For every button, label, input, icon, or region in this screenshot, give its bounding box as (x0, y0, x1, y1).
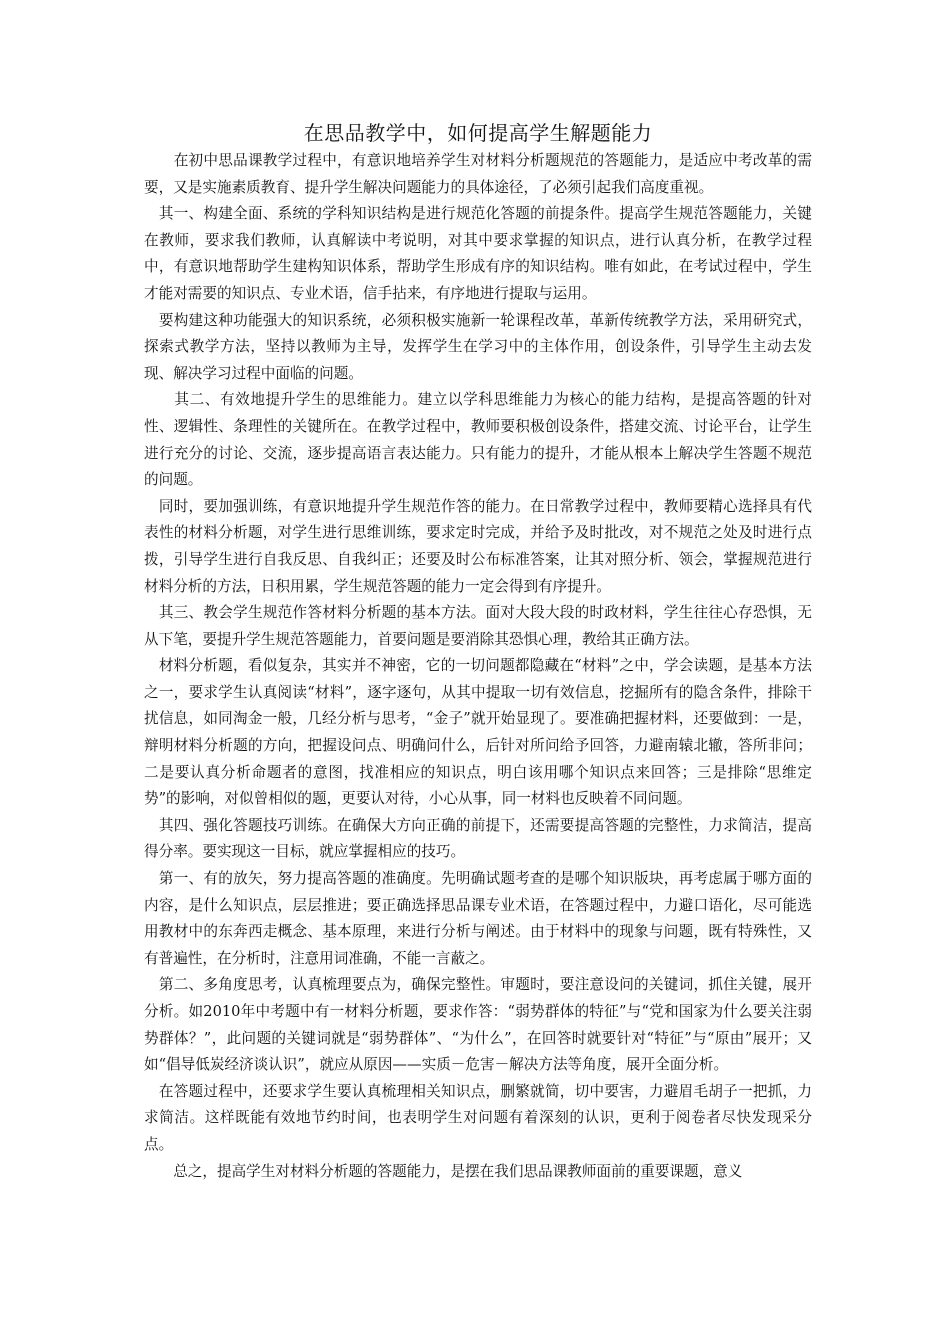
paragraph-point-two: 其二、有效地提升学生的思维能力。建立以学科思维能力为核心的能力结构，是提高答题的针对性、逻辑性、条理性的关键所在。在教学过程中，教师要积极创设条件，搭建交流、讨论平台，让学生进行充分的讨论、交流，逐步提高语言表达能力。只有能力的提升，才能从根本上解决学生答题不规范的问题。 (144, 391, 812, 489)
paragraph-first-accuracy: 第一、有的放矢，努力提高答题的准确度。先明确试题考查的是哪个知识版块，再考虑属于哪方面的内容，是什么知识点，层层推进；要正确选择思品课专业术语，在答题过程中，力避口语化，尽可能选用教材中的东奔西走概念、基本原理，来进行分析与阐述。由于材料中的现象与问题，既有特殊性，又有普遍性，在分析时，注意用词准确，不能一言蔽之。 (144, 870, 812, 967)
paragraph-point-three: 其三、教会学生规范作答材料分析题的基本方法。面对大段大段的时政材料，学生往往心存恐惧，无从下笔，要提升学生规范答题能力，首要问题是要消除其恐惧心理，教给其正确方法。 (144, 604, 812, 648)
document-title: 在思品教学中，如何提高学生解题能力 (303, 121, 653, 145)
paragraph-point-one: 其一、构建全面、系统的学科知识结构是进行规范化答题的前提条件。提高学生规范答题能力，关键在教师，要求我们教师，认真解读中考说明，对其中要求掌握的知识点，进行认真分析，在教学过程中，有意识地帮助学生建构知识体系，帮助学生形成有序的知识结构。唯有如此，在考试过程中，学生才能对需要的知识点、专业术语，信手拈来，有序地进行提取与运用。 (144, 205, 812, 302)
paragraph-knowledge-system: 要构建这种功能强大的知识系统，必须积极实施新一轮课程改革，革新传统教学方法，采用研究式，探索式教学方法，坚持以教师为主导，发挥学生在学习中的主体作用，创设条件，引导学生主动去发现、解决学习过程中面临的问题。 (144, 311, 812, 382)
paragraph-training: 同时，要加强训练，有意识地提升学生规范作答的能力。在日常教学过程中，教师要精心选择具有代表性的材料分析题，对学生进行思维训练，要求定时完成，并给予及时批改，对不规范之处及时进行点拨，引导学生进行自我反思、自我纠正；还要及时公布标准答案，让其对照分析、领会，掌握规范进行材料分析的方法，日积用累，学生规范答题的能力一定会得到有序提升。 (144, 497, 812, 595)
paragraph-second-completeness: 第二、多角度思考，认真梳理要点为，确保完整性。审题时，要注意设问的关键词，抓住关键，展开分析。如2010年中考题中有一材料分析题，要求作答：“弱势群体的特征”与“党和国家为什么要关注弱势群体？”，此问题的关键词就是“弱势群体”、“为什么”，在回答时就要针对“特征”与“原由”展开；又如“倡导低炭经济谈认识”，就应从原因——实质－危害－解决方法等角度，展开全面分析。 (144, 976, 812, 1074)
paragraph-intro: 在初中思品课教学过程中，有意识地培养学生对材料分析题规范的答题能力，是适应中考改革的需要，又是实施素质教育、提升学生解决问题能力的具体途径，了必须引起我们高度重视。 (144, 152, 812, 196)
document-body (144, 118, 812, 1185)
paragraph-conclusion: 总之，提高学生对材料分析题的答题能力，是摆在我们思品课教师面前的重要课题，意义 (144, 1162, 743, 1180)
paragraph-reading-material: 材料分析题，看似复杂，其实并不神密，它的一切问题都隐藏在“材料”之中，学会读题，是基本方法之一，要求学生认真阅读“材料”，逐字逐句，从其中提取一切有效信息，挖掘所有的隐含条件，排除干扰信息，如同淘金一般，几经分析与思考，“金子”就开始显现了。要准确把握材料，还要做到：一是，辩明材料分析题的方向，把握设问点、明确问什么，后针对所问给予回答，力避南辕北辙，答所非问；二是要认真分析命题者的意图，找准相应的知识点，明白该用哪个知识点来回答；三是排除“思维定势”的影响，对似曾相似的题，更要认对待，小心从事，同一材料也反映着不同问题。 (144, 657, 812, 808)
paragraph-conciseness: 在答题过程中，还要求学生要认真梳理相关知识点，删繁就简，切中要害，力避眉毛胡子一把抓，力求简洁。这样既能有效地节约时间，也表明学生对问题有着深刻的认识，更利于阅卷者尽快发现采分点。 (144, 1082, 812, 1153)
paragraph-point-four: 其四、强化答题技巧训练。在确保大方向正确的前提下，还需要提高答题的完整性，力求简洁，提高得分率。要实现这一目标，就应掌握相应的技巧。 (144, 816, 812, 861)
